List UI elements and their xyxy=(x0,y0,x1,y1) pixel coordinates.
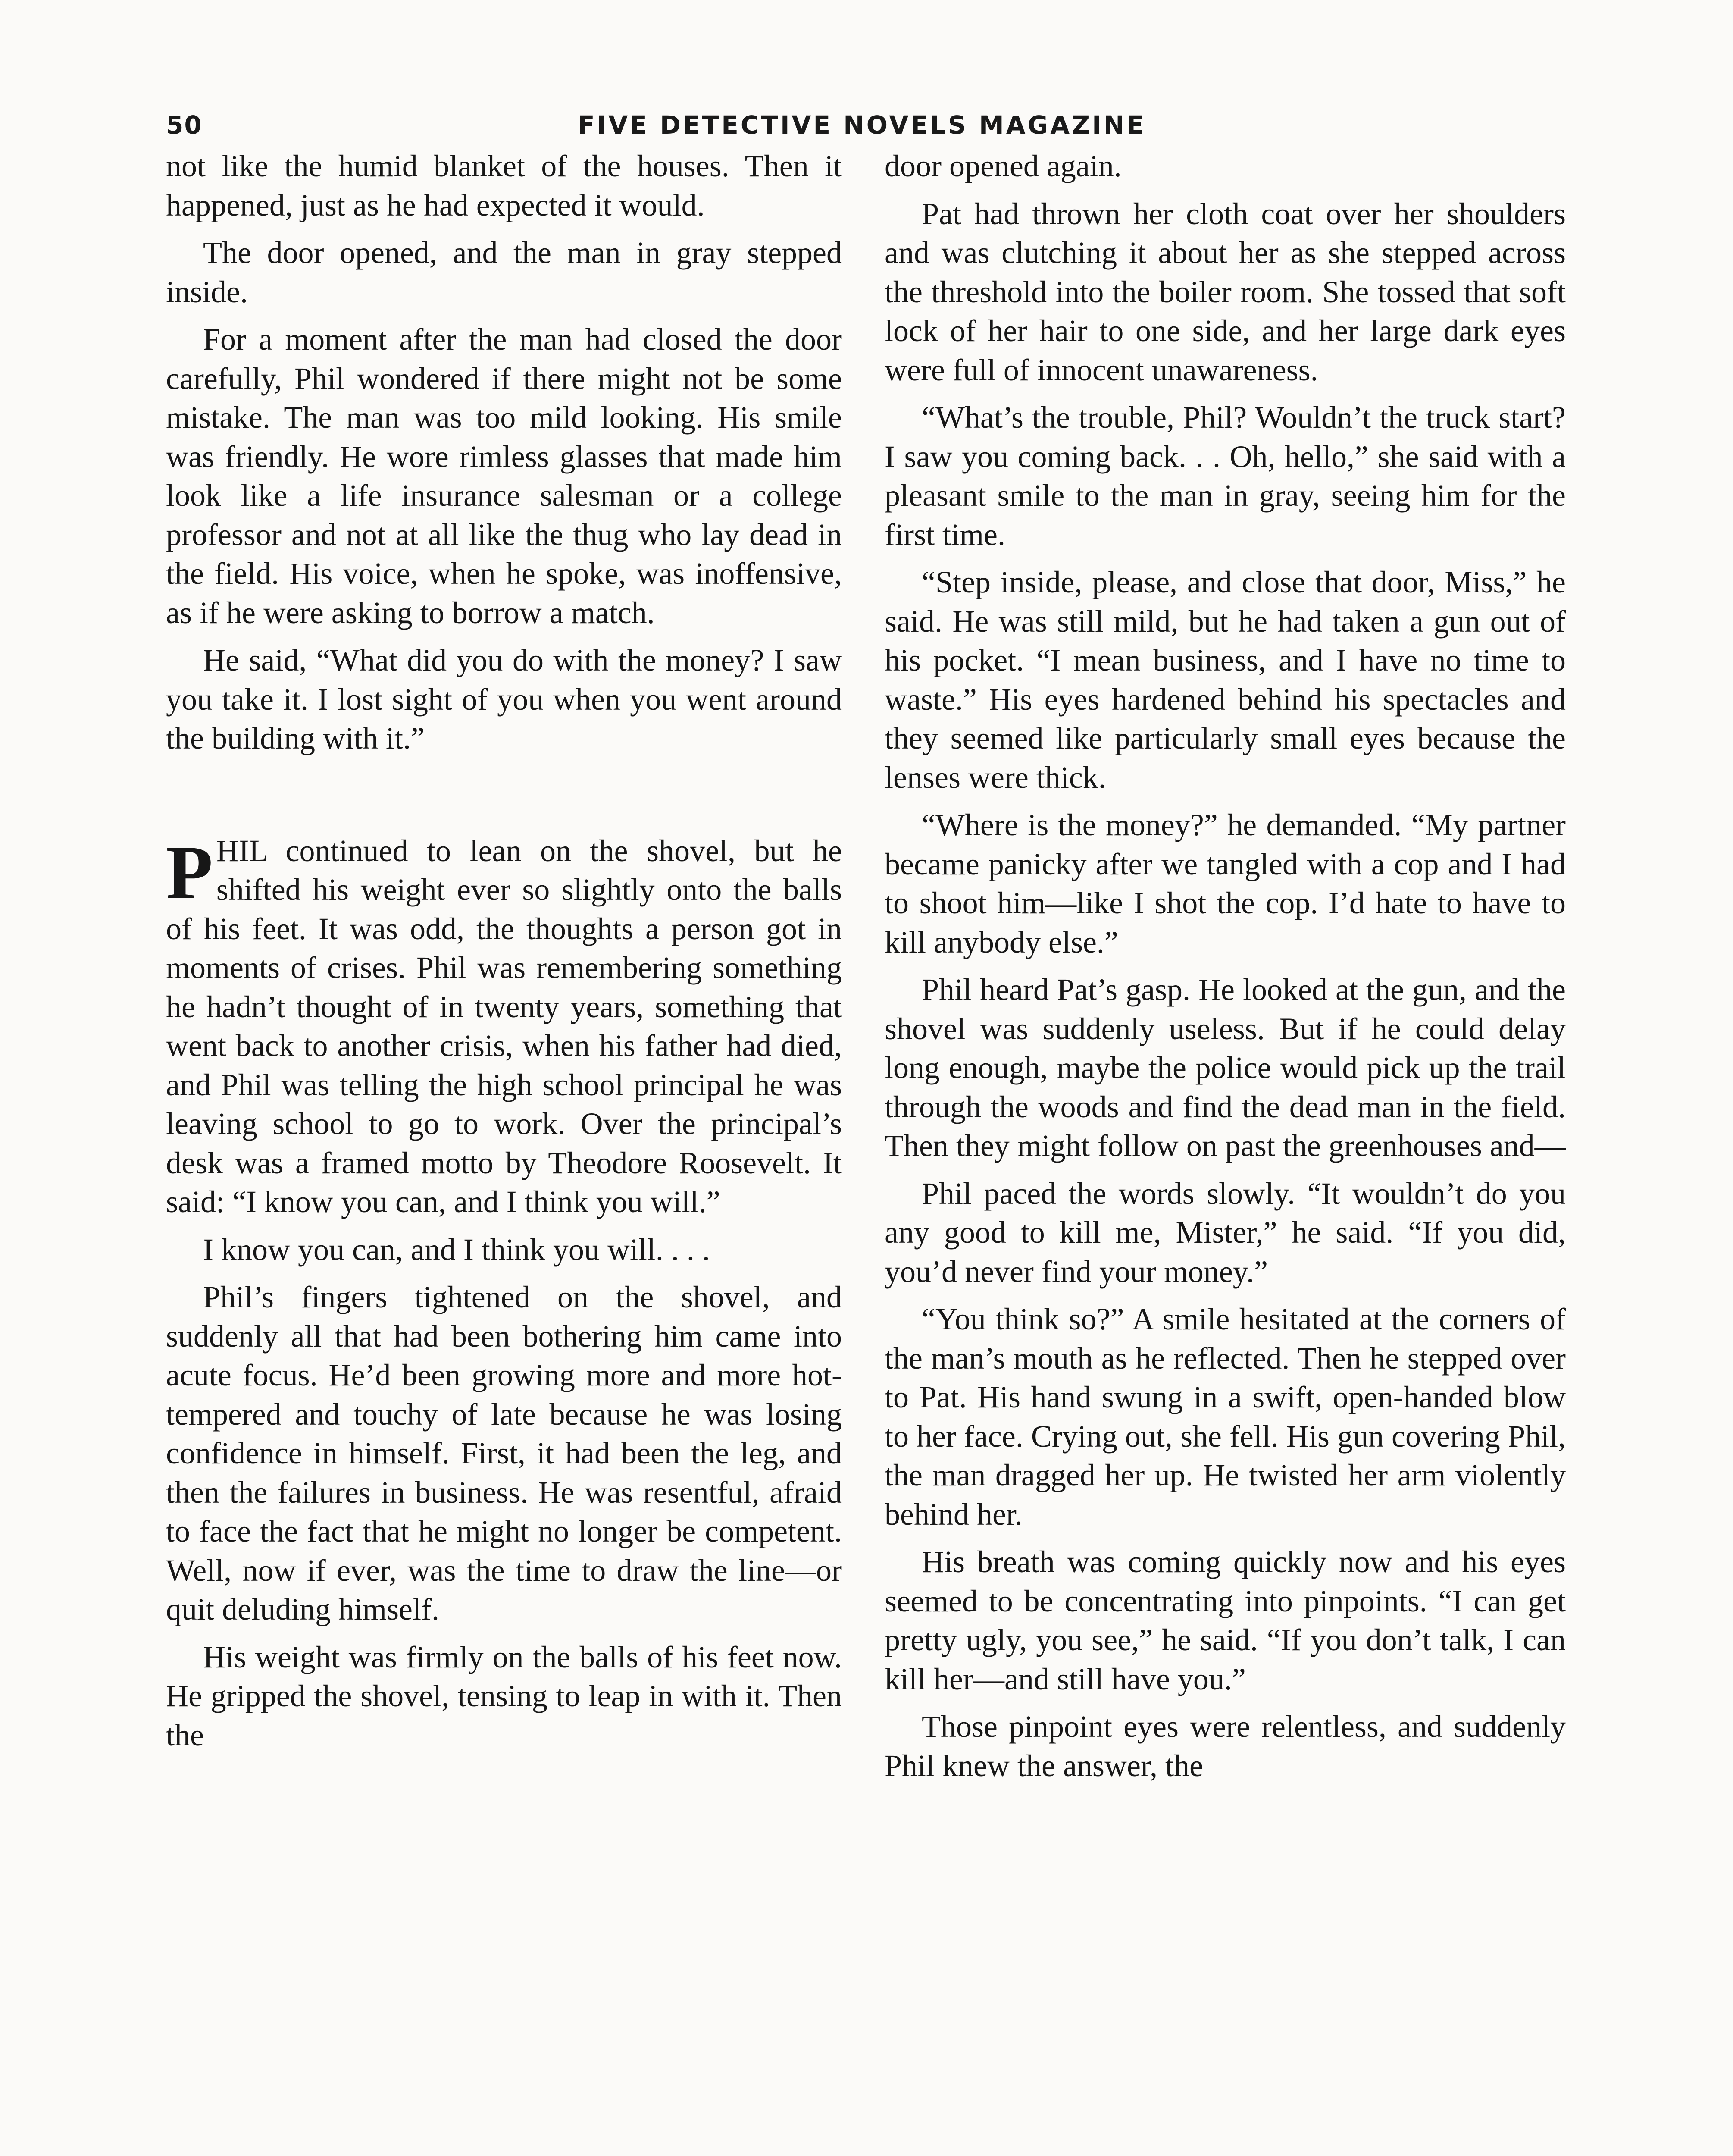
page-header xyxy=(166,110,1571,149)
paragraph: “You think so?” A smile hesitated at the corners of the man’s mouth as he reflected. Then he stepped over to Pat. His hand swung in a swift, open-handed blow to her face. Crying out, she fell. His gun covering Phil, the man dragged her up. He twisted her arm violently behind her. xyxy=(885,1302,1566,1532)
paragraph: For a moment after the man had closed the door carefully, Phil wondered if there might not be some mistake. The man was too mild looking. His smile was friendly. He wore rimless glasses that made him look like a life insurance salesman or a college professor and not at all like the thug who lay dead in the field. His voice, when he spoke, was inoffensive, as if he were asking to borrow a match. xyxy=(166,322,842,630)
running-head: FIVE DETECTIVE NOVELS MAGAZINE xyxy=(578,110,1146,140)
section-start-paragraph xyxy=(166,831,842,1222)
paragraph: door opened again. xyxy=(885,149,1122,183)
page-number: 50 xyxy=(166,110,203,140)
paragraph: I know you can, and I think you will. . . . xyxy=(203,1232,710,1267)
paragraph: Pat had thrown her cloth coat over her shoulders and was clutching it about her as she stepped across the threshold into the boiler room. She tossed that soft lock of her hair to one side, and her large dark eyes were full of innocent unawareness. xyxy=(885,196,1566,387)
paragraph: not like the humid blanket of the houses. Then it happened, just as he had expected it would. xyxy=(166,149,842,222)
paragraph: Phil’s fingers tightened on the shovel, and suddenly all that had been bothering him came into acute focus. He’d been growing more and more hot-tempered and touchy of late because he was losing confidence in himself. First, it had been the leg, and then the failures in business. He was resentful, afraid to face the fact that he might no longer be competent. Well, now if ever, was the time to draw the line—or quit deluding himself. xyxy=(166,1280,842,1626)
drop-cap: P xyxy=(166,829,213,915)
paragraph: The door opened, and the man in gray stepped inside. xyxy=(166,235,842,309)
paragraph: He said, “What did you do with the money? I saw you take it. I lost sight of you when you went around the building with it.” xyxy=(166,643,842,755)
paragraph: “Where is the money?” he demanded. “My partner became panicky after we tangled with a cop and I had to shoot him—like I shot the cop. I’d hate to have to kill anybody else.” xyxy=(885,808,1566,959)
left-text-column xyxy=(166,147,842,1763)
paragraph: “What’s the trouble, Phil? Wouldn’t the truck start? I saw you coming back. . . Oh, hello,” she said with a pleasant smile to the man in gray, seeing him for the first time. xyxy=(885,400,1566,552)
paragraph-text: HIL continued to lean on the shovel, but he shifted his weight ever so slightly onto the balls of his feet. It was odd, the thoughts a person got in moments of crises. Phil was remembering something he hadn’t thought of in twenty years, something that went back to another crisis, when his father had died, and Phil was telling the high school principal he was leaving school to go to work. Over the principal’s desk was a framed motto by Theodore Roosevelt. It said: “I know you can, and I think you will.” xyxy=(166,833,842,1219)
right-text-column xyxy=(885,147,1566,1794)
paragraph: His weight was firmly on the balls of his feet now. He gripped the shovel, tensing to leap in with it. Then the xyxy=(166,1639,842,1752)
paragraph: Phil paced the words slowly. “It wouldn’t do you any good to kill me, Mister,” he said. “If you did, you’d never find your money.” xyxy=(885,1176,1566,1289)
paragraph: His breath was coming quickly now and his eyes seemed to be concentrating into pinpoints. “I can get pretty ugly, you see,” he said. “If you don’t talk, I can kill her—and still have you.” xyxy=(885,1545,1566,1696)
paragraph: Phil heard Pat’s gasp. He looked at the gun, and the shovel was suddenly useless. But if he could delay long enough, maybe the police would pick up the trail through the woods and find the dead man in the field. Then they might follow on past the greenhouses and— xyxy=(885,972,1566,1163)
paragraph: Those pinpoint eyes were relentless, and suddenly Phil knew the answer, the xyxy=(885,1709,1566,1783)
paragraph: “Step inside, please, and close that door, Miss,” he said. He was still mild, but he had taken a gun out of his pocket. “I mean business, and I have no time to waste.” His eyes hardened behind his spectacles and they seemed like particularly small eyes because the lenses were thick. xyxy=(885,565,1566,795)
